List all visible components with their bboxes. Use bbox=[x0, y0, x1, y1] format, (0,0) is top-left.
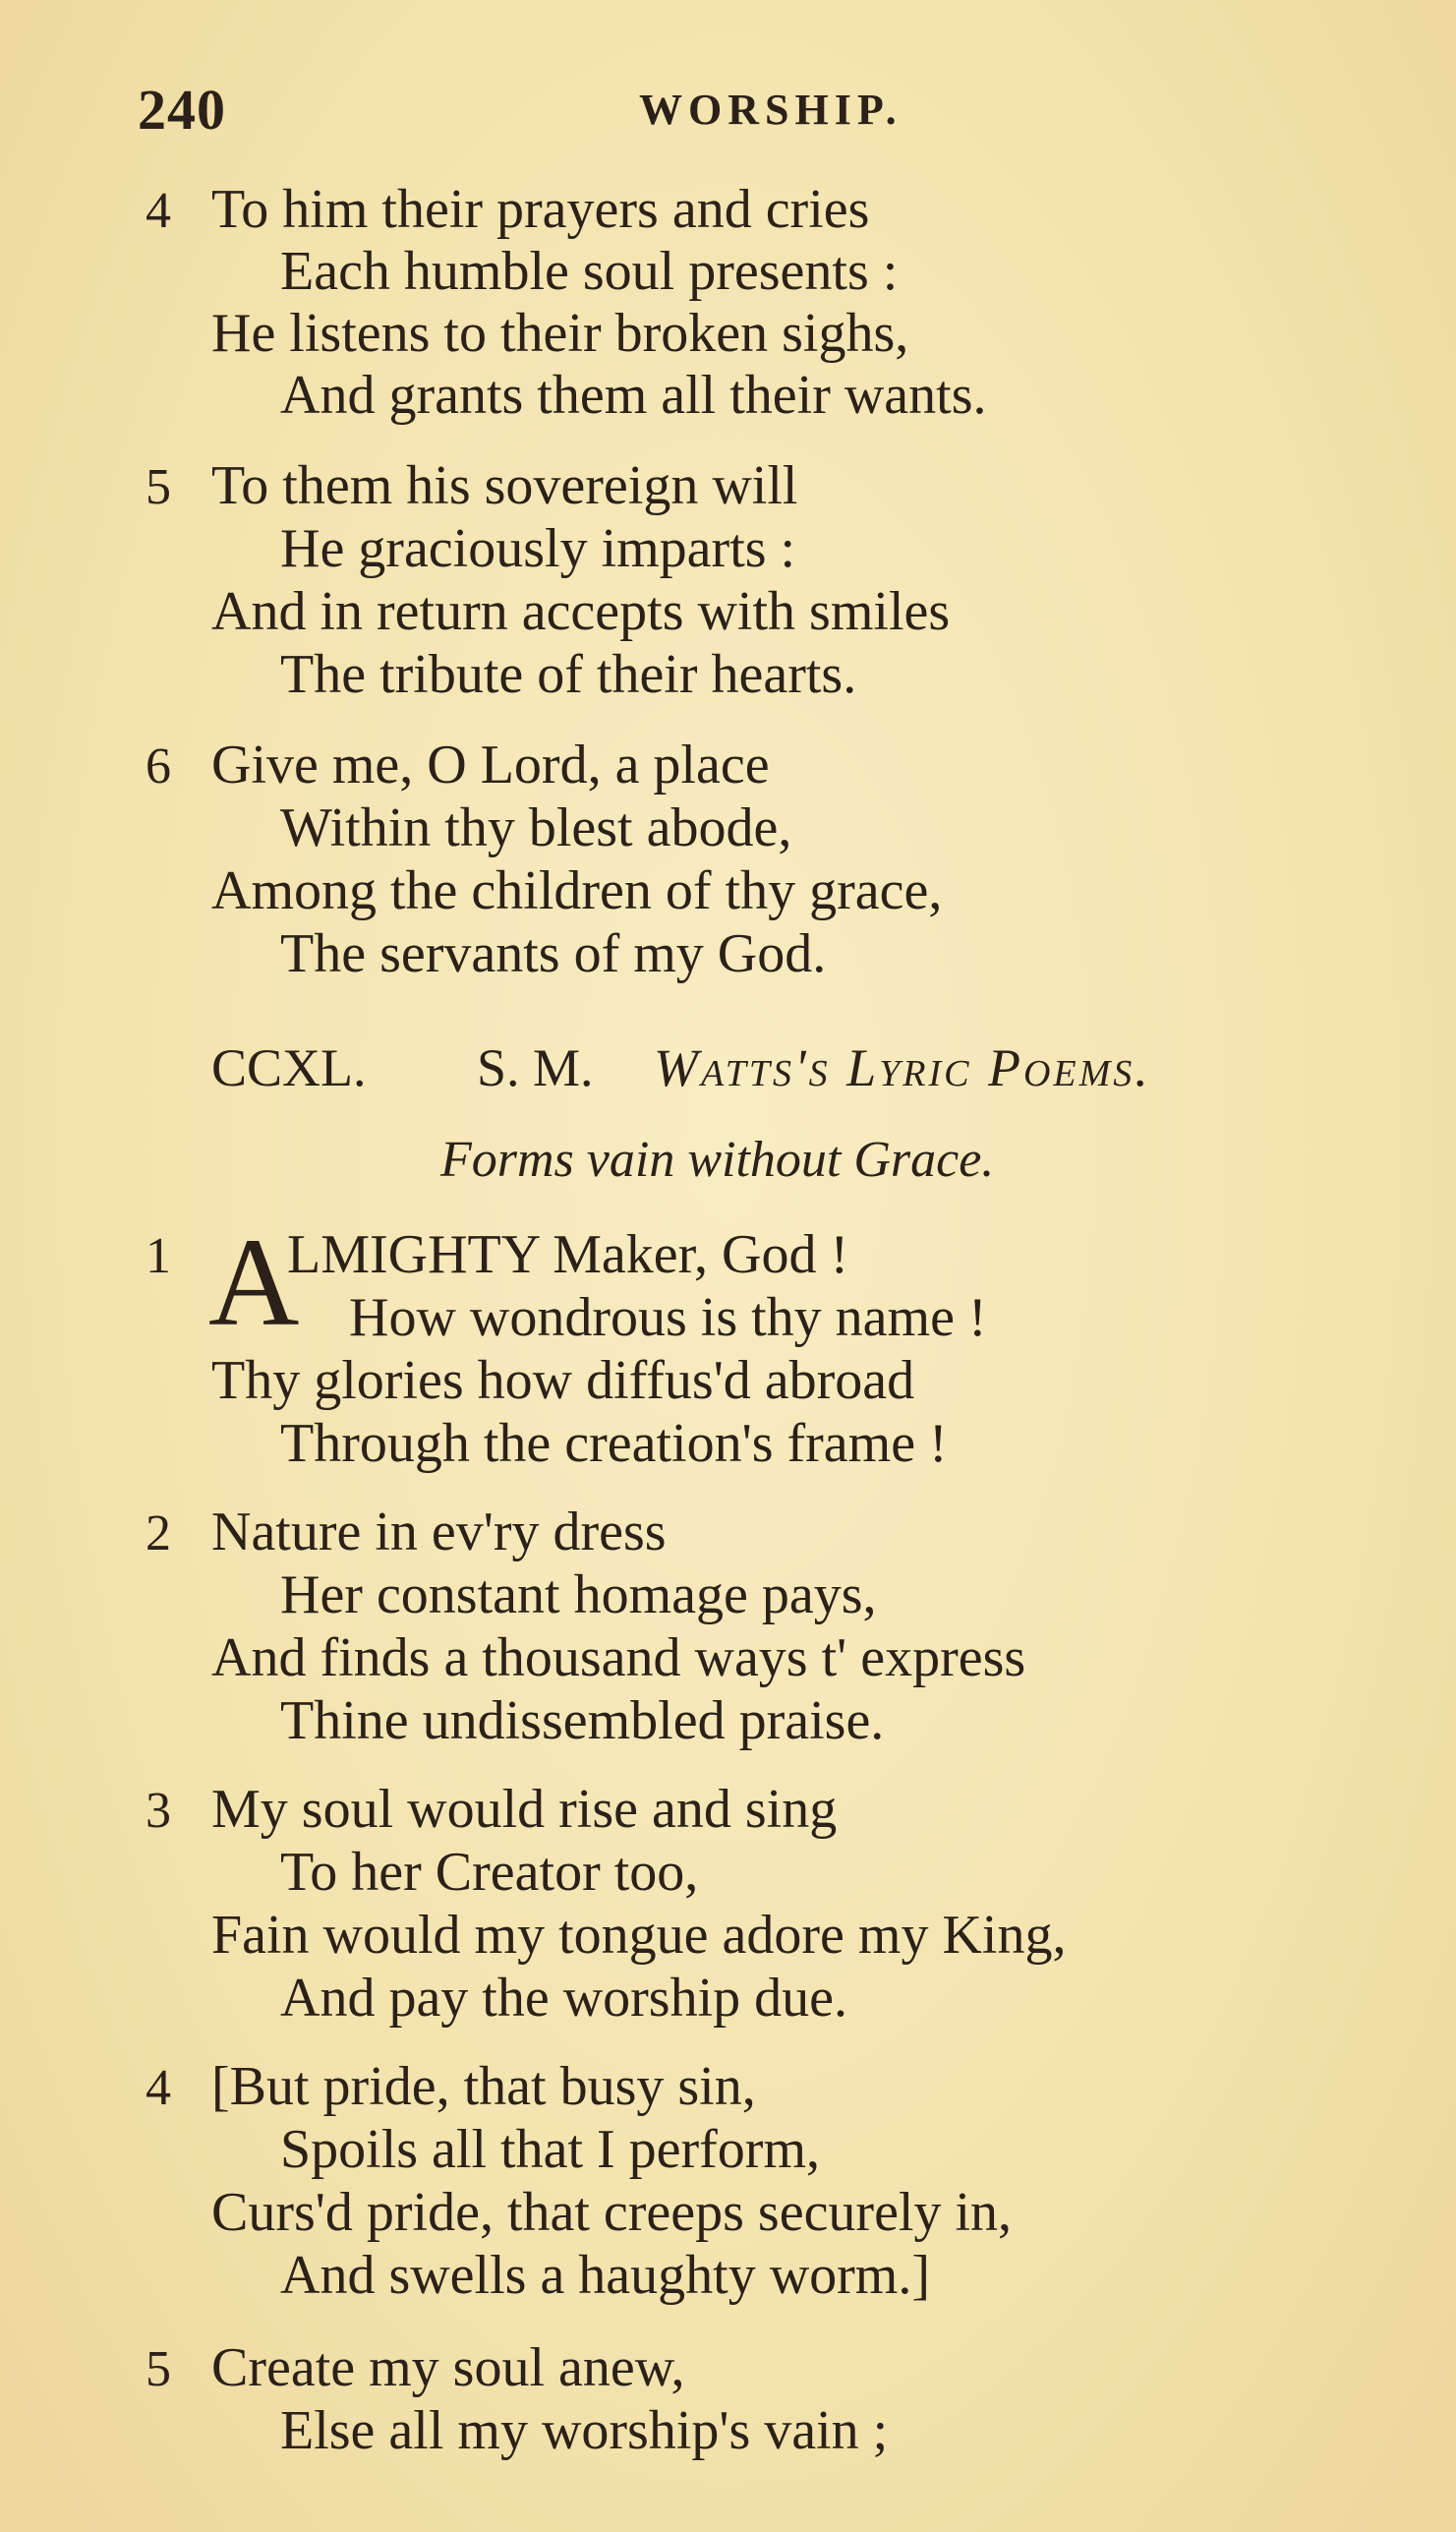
stanza-number: 2 bbox=[146, 1505, 171, 1561]
hymn-heading bbox=[211, 1037, 1371, 1106]
verse-line: And pay the worship due. bbox=[280, 1968, 848, 2029]
verse-line: To them his sovereign will bbox=[211, 455, 798, 516]
hymn-number: CCXL. bbox=[211, 1038, 367, 1097]
verse-line: And grants them all their wants. bbox=[280, 365, 987, 426]
verse-line: Thine undissembled praise. bbox=[280, 1690, 885, 1751]
verse-line: Among the children of thy grace, bbox=[211, 860, 943, 921]
stanza-number: 4 bbox=[146, 2060, 171, 2116]
hymn-source: Watts's Lyric Poems. bbox=[654, 1038, 1151, 1097]
verse-line: [But pride, that busy sin, bbox=[211, 2056, 756, 2117]
verse-line: Her constant homage pays, bbox=[280, 1564, 877, 1625]
verse-line: Within thy blest abode, bbox=[280, 797, 792, 858]
verse-line: Each humble soul presents : bbox=[280, 241, 899, 302]
verse-line: How wondrous is thy name ! bbox=[349, 1287, 987, 1348]
verse-line: Create my soul anew, bbox=[211, 2337, 685, 2398]
verse-line: Nature in ev'ry dress bbox=[211, 1502, 667, 1562]
verse-line: The servants of my God. bbox=[280, 923, 827, 984]
page-number: 240 bbox=[138, 78, 226, 142]
verse-line: Else all my worship's vain ; bbox=[280, 2400, 889, 2461]
verse-line: And swells a haughty worm.] bbox=[280, 2245, 931, 2306]
hymn-meter: S. M. bbox=[477, 1038, 594, 1097]
verse-line: Spoils all that I perform, bbox=[280, 2119, 821, 2180]
drop-cap: A bbox=[208, 1212, 300, 1352]
stanza-number: 4 bbox=[146, 183, 171, 239]
verse-line: Fain would my tongue adore my King, bbox=[211, 1905, 1067, 1966]
verse-line: He graciously imparts : bbox=[280, 518, 796, 579]
stanza-number: 3 bbox=[146, 1783, 171, 1839]
running-head: WORSHIP. bbox=[639, 86, 903, 134]
verse-line: The tribute of their hearts. bbox=[280, 644, 857, 705]
verse-line: He listens to their broken sighs, bbox=[211, 303, 909, 364]
verse-line: Give me, O Lord, a place bbox=[211, 735, 770, 795]
verse-line: Curs'd pride, that creeps securely in, bbox=[211, 2182, 1013, 2243]
verse-line: Thy glories how diffus'd abroad bbox=[211, 1350, 915, 1411]
verse-line: To her Creator too, bbox=[280, 1842, 699, 1903]
stanza-number: 5 bbox=[146, 2341, 171, 2397]
verse-line: My soul would rise and sing bbox=[211, 1779, 838, 1840]
verse-line: LMIGHTY Maker, God ! bbox=[287, 1224, 849, 1285]
page-header bbox=[138, 77, 1317, 146]
verse-line: And in return accepts with smiles bbox=[211, 581, 951, 642]
hymn-title: Forms vain without Grace. bbox=[440, 1132, 995, 1188]
verse-line: To him their prayers and cries bbox=[211, 179, 870, 240]
stanza-number: 1 bbox=[146, 1228, 171, 1284]
stanza-number: 5 bbox=[146, 459, 171, 515]
verse-line: And finds a thousand ways t' express bbox=[211, 1627, 1026, 1688]
verse-line: Through the creation's frame ! bbox=[280, 1413, 948, 1474]
stanza-number: 6 bbox=[146, 738, 171, 795]
